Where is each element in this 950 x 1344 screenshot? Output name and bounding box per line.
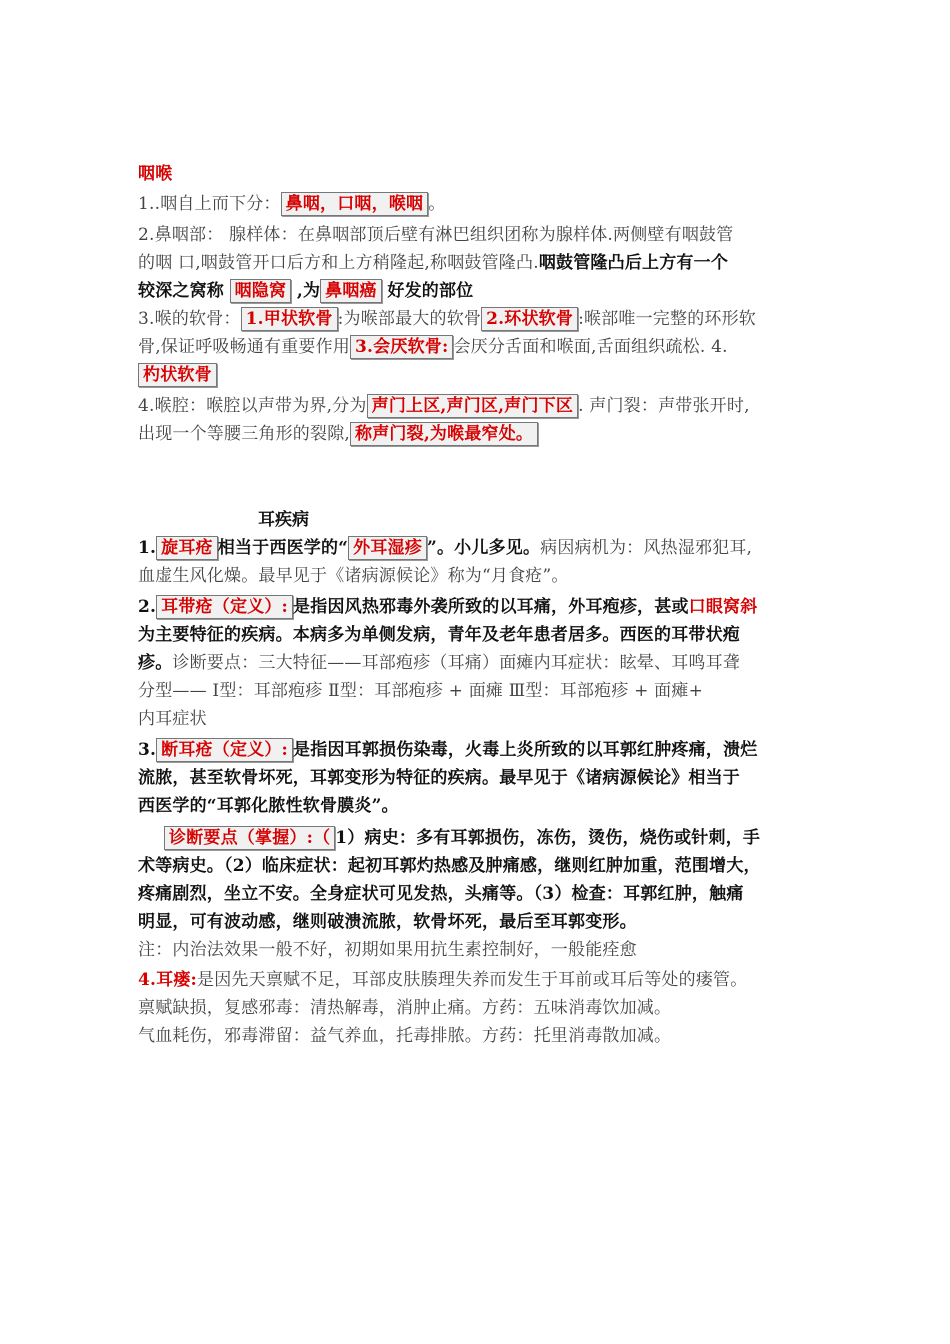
- text-bold: 为主要特征的疾病。本病多为单侧发病，青年及老年患者居多。西医的耳带状疱: [138, 625, 740, 645]
- highlight-box: 声门上区,声门区,声门下区: [367, 394, 578, 418]
- text-bold: 1）病史：多有耳郭损伤，冻伤，烫伤，烧伤或针刺，手: [335, 828, 761, 848]
- highlight-box: 1.甲状软骨: [241, 307, 338, 331]
- highlight-box: 旋耳疮: [156, 536, 218, 560]
- highlight-box: 杓状软骨: [138, 363, 217, 387]
- text-bold: 相当于西医学的“: [217, 538, 349, 558]
- text: 的咽 口,咽鼓管开口后方和上方稍隆起,称咽鼓管隆凸.: [138, 253, 539, 273]
- text: 血虚生风化燥。最早见于《诸病源候论》称为“月食疮”。: [138, 566, 569, 586]
- text-bold: ,为: [296, 281, 321, 301]
- section-title-throat: 咽喉: [138, 164, 173, 184]
- highlight-box: 鼻咽癌: [320, 279, 382, 303]
- highlight-box: 3.会厌软骨:: [350, 335, 453, 359]
- text: :喉部唯一完整的环形软: [578, 309, 756, 329]
- highlight-box: 外耳湿疹: [348, 536, 427, 560]
- text: :为喉部最大的软骨: [337, 309, 482, 329]
- text-bold: 流脓，甚至软骨坏死，耳郭变形为特征的疾病。最早见于《诸病源候论》相当于: [138, 768, 740, 788]
- text: 3.喉的软骨：: [138, 309, 241, 329]
- text: 。: [428, 194, 446, 214]
- text-bold: 疼痛剧烈，坐立不安。全身症状可见发热，头痛等。（3）检查：耳郭红肿，触痛: [138, 884, 744, 904]
- text: 骨,保证呼吸畅通有重要作用: [138, 337, 351, 357]
- highlight-box: 2.环状软骨: [481, 307, 578, 331]
- text: 禀赋缺损，复感邪毒：清热解毒，消肿止痛。方药：五味消毒饮加减。: [138, 998, 672, 1018]
- text: 2.鼻咽部： 腺样体：在鼻咽部顶后壁有淋巴组织团称为腺样体.两侧壁有咽鼓管: [138, 225, 734, 245]
- text: 出现一个等腰三角形的裂隙,: [138, 424, 351, 444]
- text-bold: 明显，可有波动感，继则破溃流脓，软骨坏死，最后至耳郭变形。: [138, 912, 637, 932]
- text: 病因病机为：风热湿邪犯耳,: [540, 538, 753, 558]
- text-bold: 术等病史。（2）临床症状：起初耳郭灼热感及肿痛感，继则红肿加重，范围增大，: [138, 856, 761, 876]
- text-bold: ”。小儿多见。: [426, 538, 541, 558]
- text: 是因先天禀赋不足，耳部皮肤腠理失养而发生于耳前或耳后等处的瘘管。: [197, 970, 748, 990]
- text-bold: 较深之窝称: [138, 281, 224, 301]
- text-bold: 是指因风热邪毒外袭所致的以耳痛，外耳疱疹，甚或: [293, 597, 689, 617]
- text-bold: 1.: [138, 538, 157, 558]
- text-bold: 是指因耳郭损伤染毒，火毒上炎所致的以耳郭红肿疼痛，溃烂: [293, 740, 758, 760]
- text: 4.喉腔：喉腔以声带为界,分为: [138, 396, 367, 416]
- section-title-ear: 耳疾病: [258, 510, 309, 530]
- text-red: 口眼窝斜: [688, 597, 758, 617]
- text-bold: 西医学的“耳郭化脓性软骨膜炎”。: [138, 796, 399, 816]
- text-bold: 3.: [138, 740, 157, 760]
- highlight-box: 称声门裂,为喉最窄处。: [350, 422, 538, 446]
- text-bold: 咽鼓管隆凸后上方有一个: [538, 253, 729, 273]
- ear-section: [138, 534, 818, 1050]
- text: 气血耗伤，邪毒滞留：益气养血，托毒排脓。方药：托里消毒散加减。: [138, 1026, 672, 1046]
- throat-section: [138, 160, 818, 448]
- text: 内耳症状: [138, 709, 207, 729]
- highlight-box: 鼻咽，口咽，喉咽: [281, 192, 429, 216]
- highlight-box: 诊断要点（掌握）:（: [164, 826, 335, 850]
- text-red: 4.耳瘘:: [138, 970, 198, 990]
- note-text: 注：内治法效果一般不好，初期如果用抗生素控制好，一般能痊愈: [138, 940, 637, 960]
- highlight-box: 耳带疮（定义）:: [156, 595, 293, 619]
- text-bold: 好发的部位: [387, 281, 474, 301]
- highlight-box: 断耳疮（定义）:: [156, 738, 293, 762]
- text-bold: 疹。: [138, 653, 173, 673]
- text: . 声门裂：声带张开时,: [578, 396, 750, 416]
- text-bold: 2.: [138, 597, 157, 617]
- text: 会厌分舌面和喉面,舌面组织疏松. 4.: [453, 337, 728, 357]
- text: 分型—— Ⅰ型：耳部疱疹 Ⅱ型：耳部疱疹 + 面瘫 Ⅲ型：耳部疱疹 + 面瘫+: [138, 681, 704, 701]
- text: 诊断要点：三大特征——耳部疱疹（耳痛）面瘫内耳症状：眩晕、耳鸣耳聋: [172, 653, 741, 673]
- highlight-box: 咽隐窝: [230, 279, 292, 303]
- text: 1..咽自上而下分：: [138, 194, 281, 214]
